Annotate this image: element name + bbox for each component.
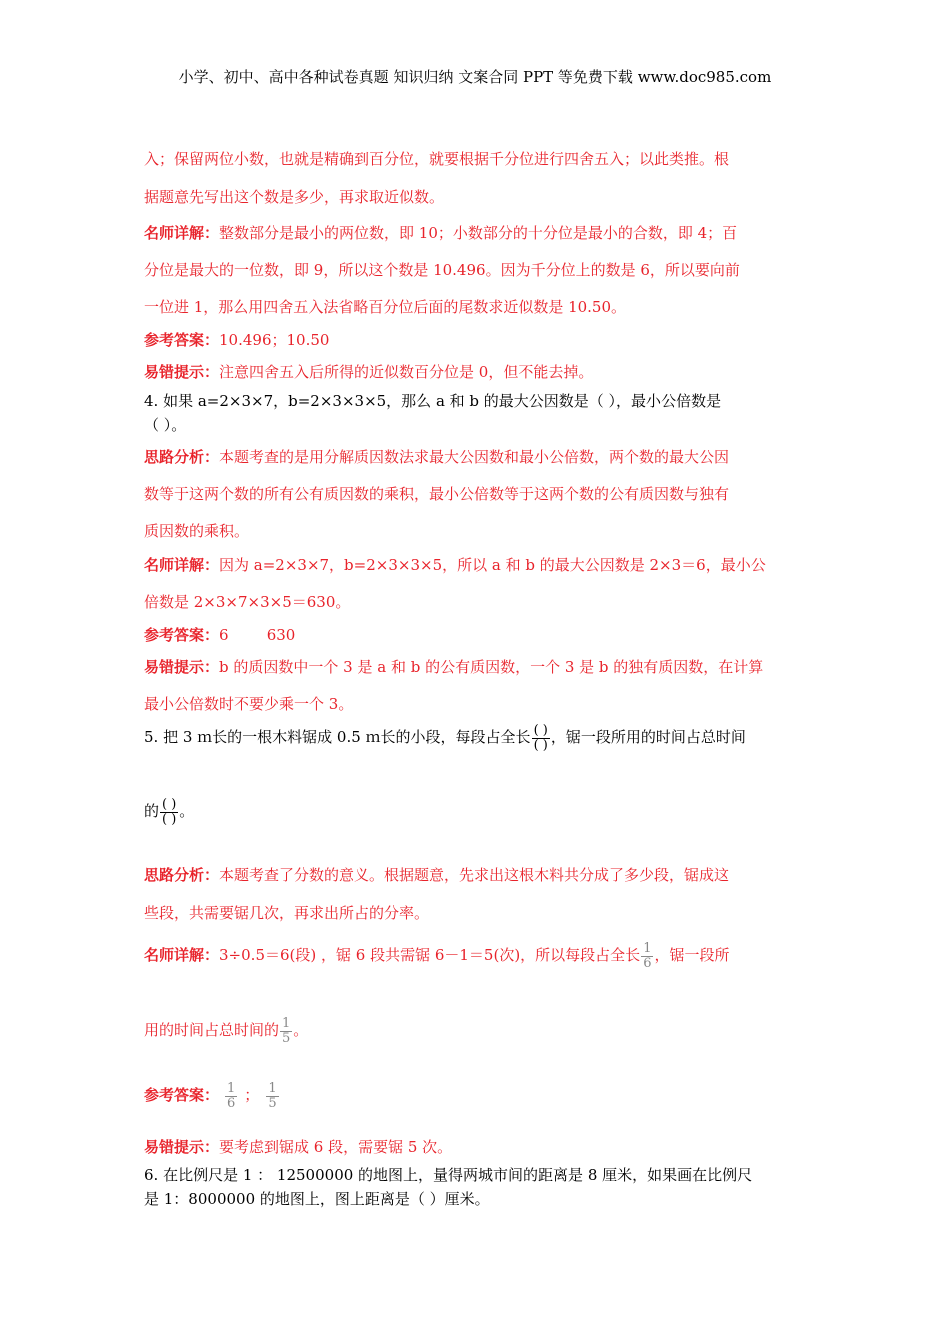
explain-text-c: 用的时间占总时间的	[144, 1021, 280, 1040]
answer-separator: ；	[244, 1086, 260, 1105]
tip-text: b 的质因数中一个 3 是 a 和 b 的公有质因数，一个 3 是 b 的独有质因数，在计算	[219, 658, 764, 676]
prev-answer	[144, 329, 329, 350]
q5-line1	[144, 724, 746, 752]
fraction-numerator: 1	[227, 1081, 236, 1096]
explain-text: 因为 a=2×3×7，b=2×3×3×5，所以 a 和 b 的最大公因数是 2×3＝6，最小公	[219, 556, 766, 574]
tip-text: 注意四舍五入后所得的近似数百分位是 0，但不能去掉。	[219, 363, 594, 381]
prev-explain-line1	[144, 222, 737, 243]
fraction-one-fifth	[280, 1017, 292, 1045]
answer-text: 10.496；10.50	[219, 331, 330, 349]
tip-label: 易错提示：	[144, 658, 220, 676]
fraction-numerator: 1	[282, 1016, 291, 1031]
q4-line1: 4. 如果 a=2×3×7，b=2×3×3×5，那么 a 和 b 的最大公因数是（ ），最小公倍数是	[144, 392, 722, 410]
q4-analysis-line3: 质因数的乘积。	[144, 522, 250, 540]
q6-line2: 是 1：8000000 的地图上，图上距离是（ ）厘米。	[144, 1190, 490, 1208]
fraction-numerator: 1	[268, 1081, 277, 1096]
fraction-denominator: 5	[268, 1095, 277, 1111]
answer-label: 参考答案：	[144, 626, 220, 644]
answer-fraction-one-fifth	[266, 1082, 278, 1110]
tip-text: 要考虑到锯成 6 段，需要锯 5 次。	[219, 1138, 453, 1156]
q4-tip-line1	[144, 656, 763, 677]
explain-label: 名师详解：	[144, 556, 220, 574]
q6-line1: 6. 在比例尺是 1 ： 12500000 的地图上，量得两城市间的距离是 8 厘米，如果画在比例尺	[144, 1166, 753, 1184]
q5-answer	[144, 1082, 280, 1110]
analysis-label: 思路分析：	[144, 448, 220, 466]
prev-explain-line3: 一位进 1，那么用四舍五入法省略百分位后面的尾数求近似数是 10.50。	[144, 298, 627, 316]
prev-analysis-line2: 据题意先写出这个数是多少，再求取近似数。	[144, 188, 445, 206]
fraction-denominator: 5	[282, 1030, 291, 1046]
q5-analysis-line1	[144, 864, 729, 885]
fraction-numerator: ( )	[162, 797, 177, 812]
q5-text-c: 的	[144, 802, 160, 821]
q5-explain-line2	[144, 1017, 308, 1045]
q4-line2: （ ）。	[144, 416, 187, 434]
q5-explain-line1	[144, 942, 729, 970]
explain-text-a: 3÷0.5＝6(段) ，锯 6 段共需锯 6－1＝5(次)，所以每段占全长	[219, 946, 641, 965]
q4-tip-line2: 最小公倍数时不要少乘一个 3。	[144, 695, 354, 713]
q5-analysis-line2: 些段，共需要锯几次，再求出所占的分率。	[144, 904, 430, 922]
analysis-text: 本题考查了分数的意义。根据题意，先求出这根木料共分成了多少段，锯成这	[219, 866, 730, 884]
q5-line2	[144, 798, 194, 826]
answer-text: 6 630	[219, 626, 296, 644]
q4-explain-line1	[144, 554, 766, 575]
q5-text-d: 。	[179, 802, 195, 821]
fraction-one-sixth	[641, 942, 653, 970]
q4-explain-line2: 倍数是 2×3×7×3×5＝630。	[144, 593, 351, 611]
q4-analysis-line2: 数等于这两个数的所有公有质因数的乘积，最小公倍数等于这两个数的公有质因数与独有	[144, 485, 730, 503]
answer-label: 参考答案：	[144, 331, 220, 349]
analysis-label: 思路分析：	[144, 866, 220, 884]
prev-tip	[144, 361, 593, 382]
explain-label: 名师详解：	[144, 946, 220, 965]
q5-tip	[144, 1136, 452, 1157]
prev-analysis-line1: 入；保留两位小数，也就是精确到百分位，就要根据千分位进行四舍五入；以此类推。根	[144, 150, 730, 168]
fraction-denominator: ( )	[533, 737, 548, 753]
tip-label: 易错提示：	[144, 363, 220, 381]
fraction-denominator: 6	[643, 955, 652, 971]
analysis-text: 本题考查的是用分解质因数法求最大公因数和最小公倍数，两个数的最大公因	[219, 448, 730, 466]
answer-label: 参考答案：	[144, 1086, 220, 1105]
q5-text-a: 5. 把 3 ｍ长的一根木料锯成 0.5 ｍ长的小段，每段占全长	[144, 728, 531, 747]
tip-label: 易错提示：	[144, 1138, 220, 1156]
blank-fraction	[532, 724, 550, 752]
explain-text-b: ，锯一段所	[654, 946, 730, 965]
prev-explain-line2: 分位是最大的一位数，即 9，所以这个数是 10.496。因为千分位上的数是 6，所以要向前	[144, 261, 740, 279]
q4-analysis-line1	[144, 446, 729, 467]
explain-text: 整数部分是最小的两位数，即 10；小数部分的十分位是最小的合数，即 4；百	[219, 224, 738, 242]
fraction-denominator: 6	[227, 1095, 236, 1111]
q5-text-b: ，锯一段所用的时间占总时间	[550, 728, 746, 747]
explain-label: 名师详解：	[144, 224, 220, 242]
q4-answer	[144, 624, 295, 645]
fraction-numerator: ( )	[533, 723, 548, 738]
answer-fraction-one-sixth	[225, 1082, 237, 1110]
page-header: 小学、初中、高中各种试卷真题 知识归纳 文案合同 PPT 等免费下载 www.doc985.com	[178, 68, 772, 86]
fraction-denominator: ( )	[162, 811, 177, 827]
blank-fraction	[160, 798, 178, 826]
explain-text-d: 。	[293, 1021, 309, 1040]
fraction-numerator: 1	[643, 941, 652, 956]
